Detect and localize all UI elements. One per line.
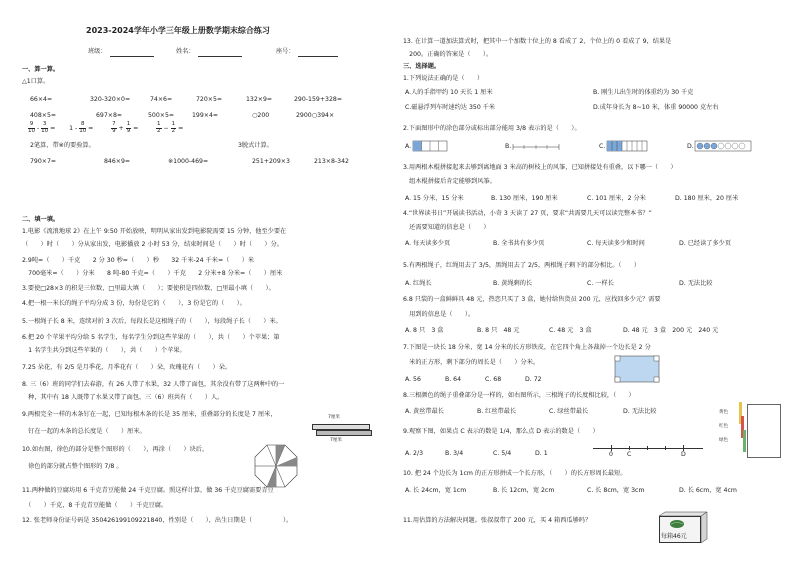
tick <box>665 446 666 450</box>
box-label: 每箱46元 <box>661 533 687 540</box>
q7-line: 7.下图是一块长 18 分米，宽 14 分米的长方形铁皮，在它四个角上各裁掉一个边长是 2 分 <box>403 344 651 351</box>
ribbon-label-yellow: 黄色 <box>719 410 728 415</box>
option[interactable]: B. 64 <box>445 376 462 383</box>
fraction-items: $\frac{9}{10}$ - $\frac{3}{10}$ = 1 - $\frac{8}{10}$ = $\frac{7}{9}$ + $\frac{1}{9}$ = $\frac{1}{2}$ − $\frac{1}{2}$ = <box>28 121 184 134</box>
q4-line: 4.“世界读书日”开展读书活动，小奇 3 天读了 27 页，要求“共需要几天可以读完整本书？” <box>403 210 652 217</box>
option-c-figure <box>607 141 647 151</box>
octagon-figure <box>254 444 298 488</box>
ribbon-frame <box>747 404 781 458</box>
fill-line: 12. 张老师身份证号码是 350426199109221840，性别是（ ），出生日期是（ ）。 <box>22 517 293 524</box>
section-1-heading: 一、算一算。 <box>22 66 60 73</box>
name-label: 姓名： <box>176 48 195 55</box>
option[interactable]: D. 无法比较 <box>679 280 713 287</box>
q11-text: 11.用估算的方法解决问题。张叔叔带了 200 元，买 4 箱西瓜够吗？ <box>403 517 592 524</box>
option[interactable]: D. 无法比较 <box>623 408 657 415</box>
calc-item: 846×9= <box>104 158 131 165</box>
seat-blank[interactable] <box>298 56 338 57</box>
number-line-label: 0 <box>609 451 613 458</box>
section-3-heading: 三、选择题。 <box>403 63 441 70</box>
ruler-label: 7厘米 <box>328 415 340 420</box>
fill-line: 钉在一起的木条的总长度是（ ）厘米。 <box>22 428 146 435</box>
ribbon-label-green: 绿色 <box>719 438 728 443</box>
calc-item: ○200 <box>252 112 270 119</box>
q13-line: 200。正确的答案是（ ）。 <box>403 51 493 58</box>
option[interactable]: C. 一样长 <box>587 280 614 287</box>
calc-item: 408×5≈ <box>30 112 57 119</box>
option[interactable]: D. 180 厘米，20 厘米 <box>675 195 739 202</box>
ribbon-green <box>743 430 746 452</box>
q9-text: 9.观察下图，如果点 C 表示的数是 1/4，那么点 D 表示的数是（ ） <box>403 428 599 435</box>
option-a-figure <box>413 141 447 151</box>
fill-line: 6.把 20 个苹果平均分给 5 名学生，每名学生分到这些苹果的（ ），共（ ）个苹果；第 <box>22 334 280 341</box>
q13-line: 13. 在计算一道加法算式时，把其中一个加数十位上的 8 看成了 2，个位上的 0 看成了 9，结果是 <box>403 38 672 45</box>
ribbon-label-red: 红色 <box>719 424 728 429</box>
metal-sheet-figure <box>615 356 659 382</box>
option[interactable]: C. 长 8cm，宽 3cm <box>587 487 645 494</box>
calc-item: 790×7= <box>30 158 57 165</box>
number-line-label: C <box>627 451 632 458</box>
option[interactable]: D. 长 6cm，宽 4cm <box>679 487 737 494</box>
wood-strip-figure <box>312 415 372 454</box>
calc-item: 720×5= <box>196 96 223 103</box>
option[interactable]: A. 8 只 3 盒 <box>405 327 444 334</box>
number-line <box>593 440 703 462</box>
fill-line: 10.如右图，徐色的部分是整个图形的（ ），再涂（ ）块后， <box>22 446 209 453</box>
watermelon-box <box>659 512 707 544</box>
option[interactable]: D.成年身长为 8~10 米，体重 90000 克左右 <box>593 104 719 111</box>
calc-item: 66×4= <box>30 96 53 103</box>
option[interactable]: A. 长 24cm，宽 1cm <box>405 487 467 494</box>
wood-strip <box>316 430 372 436</box>
option[interactable]: B. 全书共有多少页 <box>493 240 545 247</box>
calc-item: 697×8≈ <box>96 112 123 119</box>
q5-text: 5.有两根绳子，红绳用去了 3/5，黑绳用去了 2/5，两根绳子剩下的部分相比。（ ） <box>403 262 641 269</box>
option[interactable]: C. 5/4 <box>493 450 512 457</box>
option[interactable]: A. <box>405 143 412 150</box>
seat-label: 座号： <box>276 48 295 55</box>
calc-item: 132×9= <box>246 96 273 103</box>
fill-line: 5.一根绳子长 8 米，连续对折 3 次后，每段长是这根绳子的（ ），每段绳子长（ ）米。 <box>22 318 282 325</box>
name-blank[interactable] <box>198 56 242 57</box>
fill-line: 9.两根完全一样的木条钉在一起，已知每根木条的长是 35 厘米，重叠部分的长度是 7 厘米， <box>22 411 277 418</box>
section-1-sub: △1口算。 <box>22 78 50 85</box>
option[interactable]: C.磁悬浮列车时速约达 350 千米 <box>405 104 496 111</box>
option[interactable]: D. 已经读了多少页 <box>679 240 732 247</box>
option[interactable]: B. 刚生儿出生时的体重约为 30 千克 <box>593 89 694 96</box>
fill-line: 700毫米=（ ）分米 8 吨-80 千克=（ ）千克 2 分米+8 分米=（ ）厘米 <box>22 270 283 277</box>
option[interactable]: B. 8 只 48 元 <box>477 327 520 334</box>
class-label: 班级： <box>88 48 107 55</box>
calc-item: ※1000-469= <box>168 158 209 165</box>
option[interactable]: D. 72 <box>525 376 542 383</box>
fill-line: 1.电影《流浪地球 2》在上午 9:50 开始放映，明明从家出发到电影院需要 15 分钟，他至少要在 <box>22 228 287 235</box>
tick <box>629 446 630 450</box>
tick <box>647 446 648 450</box>
calc-item: 74×6= <box>150 96 173 103</box>
calc-item: 251+209×3 <box>252 158 290 165</box>
option[interactable]: C. 48 元 3 盒 <box>549 327 592 334</box>
option[interactable]: C. 101 厘米，2 分米 <box>587 195 646 202</box>
option[interactable]: C. 绿丝带最长 <box>549 408 589 415</box>
option[interactable]: A. 红绳长 <box>405 280 432 287</box>
fill-line: （ ）千克，8 千克青豆能做（ ）千克豆腐。 <box>22 502 168 509</box>
option[interactable]: B. 130 厘米，190 厘米 <box>491 195 558 202</box>
calc-item: 500×5= <box>148 112 175 119</box>
q2-text: 2.下面图形中的涂色部分或标出部分能用 3/8 表示的是（ ）。 <box>403 125 581 132</box>
calc-item: 290-159+328= <box>294 96 343 103</box>
q6-line: 用到的信息是（ ）。 <box>403 311 475 318</box>
q3-line: 3.用两根木棍拼接起来去够到离地面 3 米高的树枝上的风筝，已知拼接处有重叠，以下哪一（ ） <box>403 164 677 171</box>
ribbon-figure <box>719 398 785 460</box>
fill-line: 8. 三（6）班的同学们去春游，有 26 人带了水果，32 人带了面包，其余没有带了这两种中的一 <box>22 381 285 388</box>
option[interactable]: A. 每天读多少页 <box>405 240 451 247</box>
option[interactable]: C. 每天读多少和时间 <box>587 240 645 247</box>
calc-item: 199×4≈ <box>192 112 219 119</box>
calc-item: 2900○394× <box>296 112 335 119</box>
number-line-axis <box>593 448 703 449</box>
option[interactable]: C. 68 <box>485 376 502 383</box>
option[interactable]: C. <box>599 143 606 150</box>
option[interactable]: D. <box>687 143 694 150</box>
mixed-calc-instruction: 3脱式计算。 <box>238 142 273 149</box>
class-blank[interactable] <box>110 56 154 57</box>
fill-line: 4.把一根一米长的绳子平均分成 3 份，每份是它的（ ），3 份是它的（ ）。 <box>22 300 246 307</box>
option[interactable]: B. 长 12cm，宽 2cm <box>493 487 555 494</box>
fill-line: 1 名学生共分到这些苹果的（ ），共（ ）个苹果。 <box>22 347 186 354</box>
q4-line: 还需要知道的信息是（ ） <box>403 224 490 231</box>
option[interactable]: B. <box>505 143 512 150</box>
calc-item: 320-320×0= <box>90 96 131 103</box>
number-line-label: D <box>681 451 686 458</box>
option-d-figure <box>695 141 751 151</box>
fill-line: 3.要使□28×3 的积是三位数，□里最大填（ ）；要使积是四位数，□里最小填（ ）。 <box>22 285 275 292</box>
option[interactable]: B. 3/4 <box>445 450 464 457</box>
q6-line: 6.8 只装的一盒鲜鲜具 48 元，热恋只买了 3 盒，她付给售货员 200 元，应找回多少元？需要 <box>403 296 661 303</box>
fill-line: 种，其中有 18 人既带了水果又带了面包，三（6）班共有（ ）人。 <box>22 394 224 401</box>
q8-text: 8.三根颜色的绳子重叠部分是一样的，如右图所示，三根绳子的长度相比较，（ ） <box>403 392 635 399</box>
option[interactable]: A. 56 <box>405 376 421 383</box>
fill-line: （ ）时（ ）分从家出发，电影播放 2 小时 53 分，结束时间是（ ）时（ ）分。 <box>22 241 283 248</box>
q7-line: 米的正方形，剩下部分的周长是（ ）分米。 <box>403 359 540 366</box>
calc-item: 213×8-342 <box>314 158 349 165</box>
option[interactable]: A. 2/3 <box>405 450 424 457</box>
option[interactable]: A. 15 分米，15 分米 <box>405 195 464 202</box>
q10-text: 10. 把 24 个边长为 1cm 的正方形拼成一个长方形，（ ）的长方形周长最短。 <box>403 470 627 477</box>
option[interactable]: A. 黄丝带最长 <box>405 408 444 415</box>
q3-line: 组木棍拼接后肯定能够到风筝。 <box>403 178 496 185</box>
option-b-figure <box>513 141 559 151</box>
fill-line: 2.9吨=（ ）千克 2 分 30 秒=（ ）秒 32 千米-24 千米=（ ）米 <box>22 257 255 264</box>
fill-line: 7.25 朵花，有 2/5 是月季花，月季花有（ ）朵，玫瑰花有（ ）朵。 <box>22 364 232 371</box>
option[interactable]: B. 黄绳剩的长 <box>493 280 533 287</box>
option[interactable]: A.人的手指甲约 10 天长 1 厘米 <box>405 89 493 96</box>
page-title: 2023-2024学年小学三年级上册数学期末综合练习 <box>86 26 270 35</box>
q1-text: 1.下列说法正确的是（ ） <box>403 75 484 82</box>
fill-line: 11.两种做的豆腐坊用 6 千克青豆能做 24 千克豆腐。照这样计算，做 36 千克豆腐需要青豆 <box>22 487 274 494</box>
section-2-heading: 二、填一填。 <box>22 216 60 223</box>
written-calc-instruction: 2笔算，带※的要验算。 <box>30 142 95 149</box>
ruler-label: 7厘米 <box>330 438 342 443</box>
option[interactable]: B. 红丝带最长 <box>477 408 517 415</box>
option[interactable]: D. 48 元 3 盒 200 元 240 元 <box>623 327 719 334</box>
fill-line: 徐色的部分就占整个图形的 7/8 。 <box>22 463 123 470</box>
option[interactable]: D. 1 <box>535 450 548 457</box>
